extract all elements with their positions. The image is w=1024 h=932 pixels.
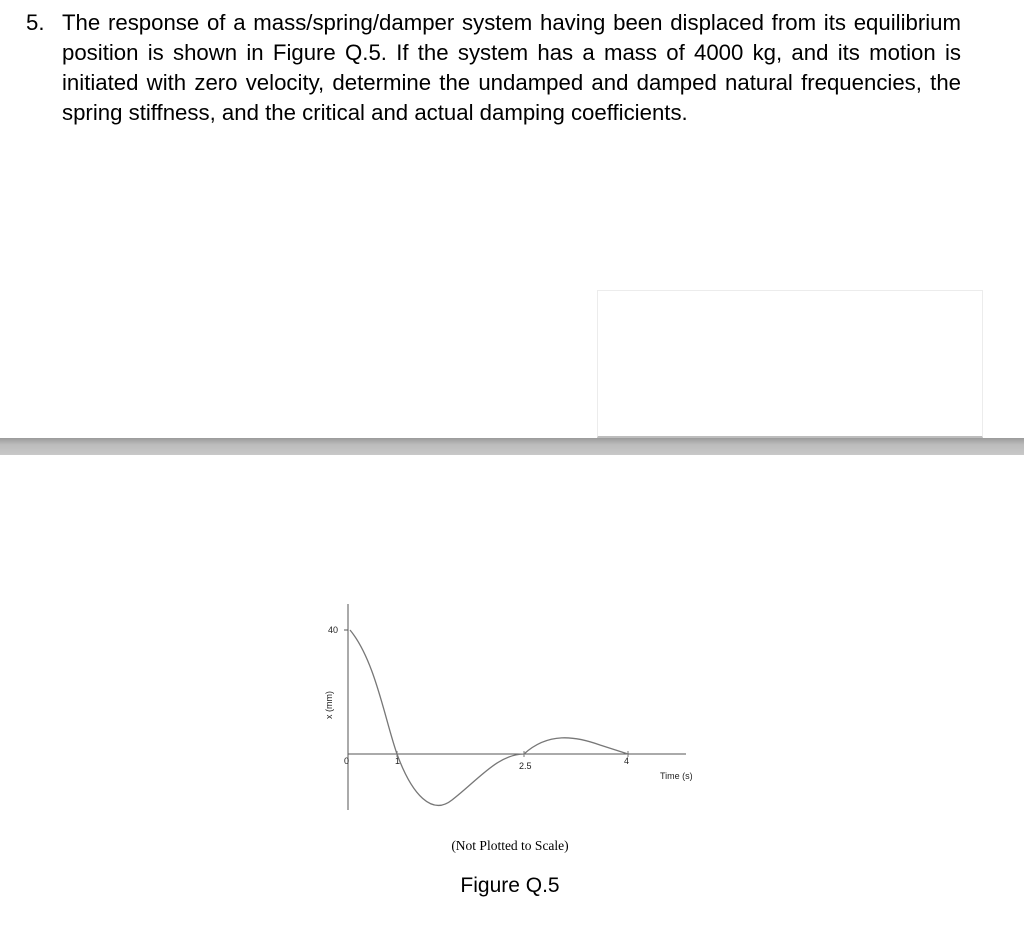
response-chart [300,590,720,830]
x-tick-label-0: 0 [344,756,350,766]
blank-panel [597,290,983,438]
y-tick-label-40: 40 [328,625,339,635]
y-axis-label: x (mm) [324,691,334,719]
question-text: The response of a mass/spring/damper system having been displaced from its equilibrium position is shown in Figure Q.5. If the system has a mass of 4000 kg, and its motion is initiated with zero velocity, determine the undamped and damped natural frequencies, the spring stiffness, and the critical and actual damping coefficients. [62,10,961,125]
figure-note: (Not Plotted to Scale) [451,838,569,853]
x-tick-label-4: 4 [624,756,630,766]
figure-caption: Figure Q.5 [460,874,560,897]
x-tick-label-1: 1 [395,756,401,766]
question-block [26,8,961,128]
question-number: 5. [26,10,45,35]
x-tick-label-2.5: 2.5 [519,761,532,771]
response-curve [350,630,628,805]
page-divider-band [0,438,1024,455]
x-axis-label: Time (s) [660,771,693,781]
